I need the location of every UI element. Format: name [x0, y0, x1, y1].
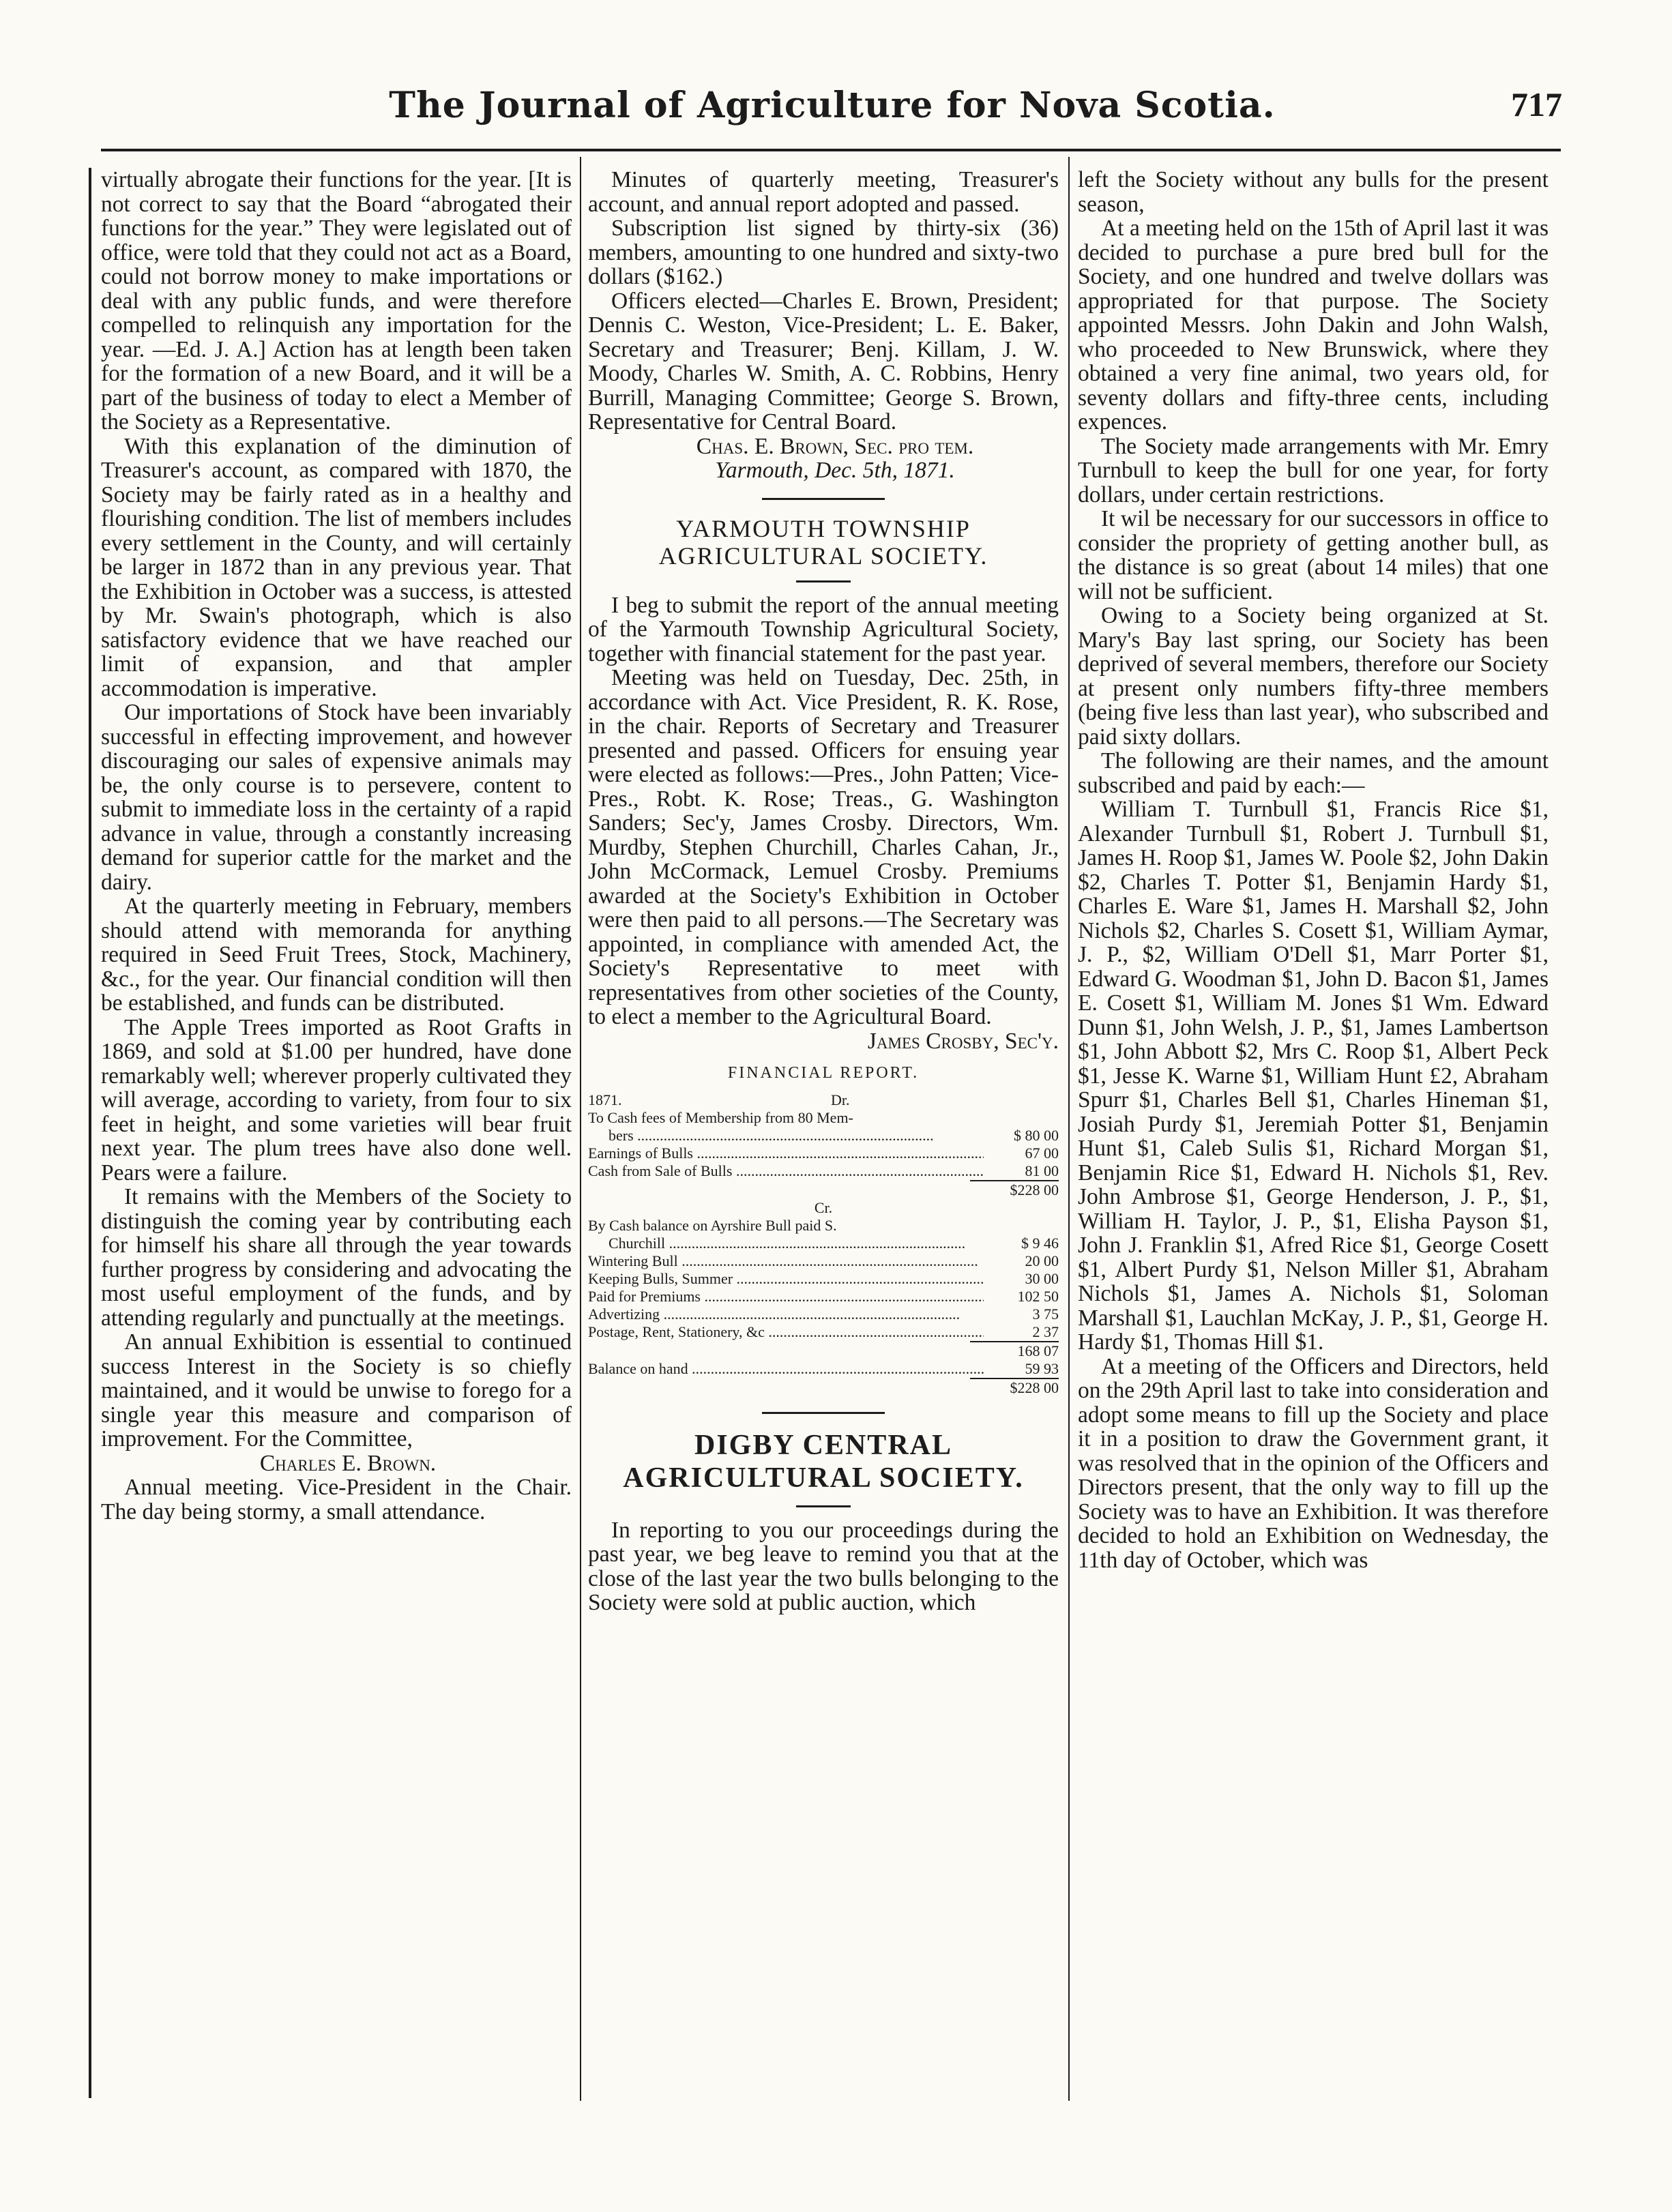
paragraph: left the Society without any bulls for the present season,: [1078, 167, 1549, 217]
paragraph: An annual Exhibition is essential to continued success Interest in the Society is so chiefly maintained, and it would be unwise to forego for a single year this measure and comparison of improvement. For the Committee,: [101, 1329, 572, 1451]
fin-row: Keeping Bulls, Summer ..... 30 00: [588, 1270, 1059, 1288]
section-title: DIGBY CENTRAL AGRICULTURAL SOCIETY.: [623, 1429, 1024, 1494]
paragraph: At a meeting of the Officers and Directors, held on the 29th April last to take into consideration and adopt some means to fill up the Society and place it in a position to draw the Government grant, it was resolved that in the opinion of the Officers and Directors present, that the only way to fill up the Society was to have an Exhibition. It was therefore decided to hold an Exhibition on Wednesday, the 11th day of October, which was: [1078, 1353, 1549, 1573]
fin-cr-line: By Cash balance on Ayrshire Bull paid S.: [588, 1216, 837, 1234]
paragraph: Subscription list signed by thirty-six (36) members, amounting to one hundred and sixty-two dollars ($162.): [588, 216, 1059, 289]
fin-dr-total: $228 00: [970, 1180, 1059, 1199]
paragraph: In reporting to you our proceedings during the past year, we beg leave to remind you that at the close of the last year the two bulls belonging to the Society were sold at public auction, which: [588, 1517, 1059, 1615]
paragraph: I beg to submit the report of the annual meeting of the Yarmouth Township Agricultural Society, together with financial statement for the past year.: [588, 592, 1059, 666]
fin-dr-label: Dr.: [831, 1091, 850, 1108]
header-rule: [101, 149, 1561, 151]
paragraph: It wil be necessary for our successors in office to consider the propriety of getting another bull, as the distance is so great (about 14 miles) that one will not be sufficient.: [1078, 506, 1549, 604]
paragraph: virtually abrogate their functions for the year. [It is not correct to say that the Board “abrogated their functions for the year.” They were legislated out of office, were told that they could not act as a Board, could not borrow money to make importations or deal with any public funds, and were therefore compelled to relinquish any importation for the year. —Ed. J. A.] Action has at length been taken for the formation of a new Board, and it will be a part of the business of today to elect a Member of the Society as a Representative.: [101, 167, 572, 434]
column-2: [588, 168, 1059, 1615]
paragraph: It remains with the Members of the Society to distinguish the coming year by contributing each for himself his share all through the year towards further progress by considering and advocating the most useful employment of the funds, and by attending regularly and punctually at the meetings.: [101, 1184, 572, 1331]
left-margin-rule: [89, 168, 91, 2098]
fin-row: Advertizing ..... 3 75: [588, 1306, 1059, 1323]
page-header: [102, 80, 1562, 142]
fin-row: Wintering Bull ..... 20 00: [588, 1252, 1059, 1270]
signature: Chas. E. Brown, Sec. pro tem.: [696, 433, 974, 459]
paragraph: William T. Turnbull $1, Francis Rice $1, Alexander Turnbull $1, Robert J. Turnbull $1, James H. Roop $1, James W. Poole $2, John Dakin $2, Charles T. Potter $1, Benjamin Hardy $1, Charles E. Ware $1, James H. Marshall $2, John Nichols $2, Charles S. Cosett $1, William Aymar, J. P., $2, William O'Dell $1, Marr Porter $1, Edward G. Woodman $1, John D. Bacon $1, James E. Cosett $1, William M. Jones $1 Wm. Edward Dunn $1, John Welsh, J. P., $1, James Lambertson $1, John Abbott $2, Mrs C. Roop $1, Albert Peck $1, Jesse K. Warne $1, William Hunt £2, Abraham Spurr $1, Charles Bell $1, Charles Hineman $1, Josiah Purdy $1, Jeremiah Potter $1, Benjamin Hunt $1, Caleb Sulis $1, Richard Morgan $1, Benjamin Rice $1, Edward H. Nichols $1, Rev. John Ambrose $1, George Henderson, J. P., $1, William H. Taylor, J. P., $1, Elisha Payson $1, John J. Franklin $1, Afred Rice $1, George Cosett $1, Albert Purdy $1, Nelson Miller $1, Abraham Nichols $1, James A. Nichols $1, Soloman Marshall $1, Lauchlan McKay, J. P., $1, George H. Hardy $1, Thomas Hill $1.: [1078, 797, 1549, 1355]
financial-title: FINANCIAL REPORT.: [727, 1064, 920, 1082]
section-divider: [796, 580, 851, 583]
fin-row: Paid for Premiums ..... 102 50: [588, 1288, 1059, 1306]
fin-dr-line: To Cash fees of Membership from 80 Mem-: [588, 1108, 853, 1126]
section-title: YARMOUTH TOWNSHIP AGRICULTURAL SOCIETY.: [658, 514, 988, 570]
fin-row: Churchill ..... $ 9 46: [588, 1235, 1059, 1252]
paragraph: With this explanation of the diminution of Treasurer's account, as compared with 1870, the Society may be fairly rated as in a healthy and flourishing condition. The list of members includes every settlement in the County, and will certainly be larger in 1872 than in any previous year. That the Exhibition in October was a success, is attested by Mr. Swain's photograph, which is also satisfactory evidence that we have reached our limit of expansion, and that ampler accommodation is imperative.: [101, 433, 572, 701]
column-1: [101, 168, 572, 1524]
fin-year: 1871.: [588, 1091, 622, 1108]
signature: James Crosby, Sec'y.: [867, 1028, 1059, 1054]
paragraph: Annual meeting. Vice-President in the Chair. The day being stormy, a small attendance.: [101, 1475, 572, 1524]
column-divider-2: [1068, 157, 1070, 2101]
financial-report: [588, 1091, 1059, 1397]
fin-row: Earnings of Bulls ..... 67 00: [588, 1145, 1059, 1162]
paragraph: Owing to a Society being organized at St. Mary's Bay last spring, our Society has been deprived of several members, therefore our Society at present only numbers fifty-three members (being five less than last year), who subscribed and paid sixty dollars.: [1078, 603, 1549, 750]
paragraph: Our importations of Stock have been invariably successful in effecting improvement, and however discouraging our sales of expensive animals may be, the only course is to persevere, content to submit to immediate loss in the certainty of a rapid advance in value, through a constantly increasing demand for superior cattle for the market and the dairy.: [101, 700, 572, 895]
paragraph: At a meeting held on the 15th of April last it was decided to purchase a pure bred bull for the Society, and one hundred and twelve dollars was appropriated for that purpose. The Society appointed Messrs. John Dakin and John Walsh, who proceeded to New Brunswick, where they obtained a very fine animal, two years old, for seventy dollars and fifty-three cents, including expences.: [1078, 216, 1549, 434]
running-title: The Journal of Agriculture for Nova Scotia.: [389, 85, 1276, 126]
fin-row: Balance on hand ..... 59 93: [588, 1360, 1059, 1378]
paragraph: Meeting was held on Tuesday, Dec. 25th, in accordance with Act. Vice President, R. K. Rose, in the chair. Reports of Secretary and Treasurer presented and passed. Officers for ensuing year were elected as follows:—Pres., John Patten; Vice-Pres., Robt. K. Rose; Treas., G. Washington Sanders; Sec'y, James Crosby. Directors, Wm. Murdby, Stephen Churchill, Charles Cahan, Jr., John McCormack, Lemuel Crosby. Premiums awarded at the Society's Exhibition in October were then paid to all persons.—The Secretary was appointed, in compliance with amended Act, the Society's Representative to meet with representatives from other societies of the County, to elect a member to the Agricultural Board.: [588, 665, 1059, 1029]
section-divider: [762, 498, 885, 500]
fin-row: Cash from Sale of Bulls ..... 81 00: [588, 1162, 1059, 1180]
signature: Charles E. Brown.: [259, 1450, 437, 1476]
paragraph: Officers elected—Charles E. Brown, President; Dennis C. Weston, Vice-President; L. E. Baker, Secretary and Treasurer; Benj. Killam, J. W. Moody, Charles W. Smith, A. C. Robbins, Henry Burrill, Managing Committee; George S. Brown, Representative for Central Board.: [588, 288, 1059, 434]
page-number: 717: [1511, 85, 1562, 123]
fin-row: bers ..... $ 80 00: [588, 1127, 1059, 1145]
paragraph: The Apple Trees imported as Root Grafts in 1869, and sold at $1.00 per hundred, have done remarkably well; wherever properly cultivated they will average, according to variety, from four to six feet in height, and some varieties will bear fruit next year. The plum trees have also done well. Pears were a failure.: [101, 1014, 572, 1185]
section-divider: [796, 1505, 851, 1507]
paragraph: The Society made arrangements with Mr. Emry Turnbull to keep the bull for one year, for forty dollars, under certain restrictions.: [1078, 433, 1549, 507]
paragraph: The following are their names, and the amount subscribed and paid by each:—: [1078, 748, 1549, 798]
dateline: Yarmouth, Dec. 5th, 1871.: [715, 458, 955, 483]
paragraph: Minutes of quarterly meeting, Treasurer's account, and annual report adopted and passed.: [588, 167, 1059, 217]
fin-cr-label: Cr.: [814, 1198, 833, 1216]
fin-cr-subtotal: 168 07: [970, 1341, 1059, 1360]
fin-header-row: [588, 1091, 1059, 1109]
column-3: [1078, 168, 1549, 1572]
fin-cr-total: $228 00: [970, 1378, 1059, 1397]
paragraph: At the quarterly meeting in February, members should attend with memoranda for anything required in Seed Fruit Trees, Stock, Machinery, &c., for the year. Our financial condition will then be established, and funds can be distributed.: [101, 894, 572, 1016]
column-divider-1: [580, 157, 581, 2101]
section-divider: [762, 1412, 885, 1414]
fin-row: Postage, Rent, Stationery, &c ..... 2 37: [588, 1323, 1059, 1341]
